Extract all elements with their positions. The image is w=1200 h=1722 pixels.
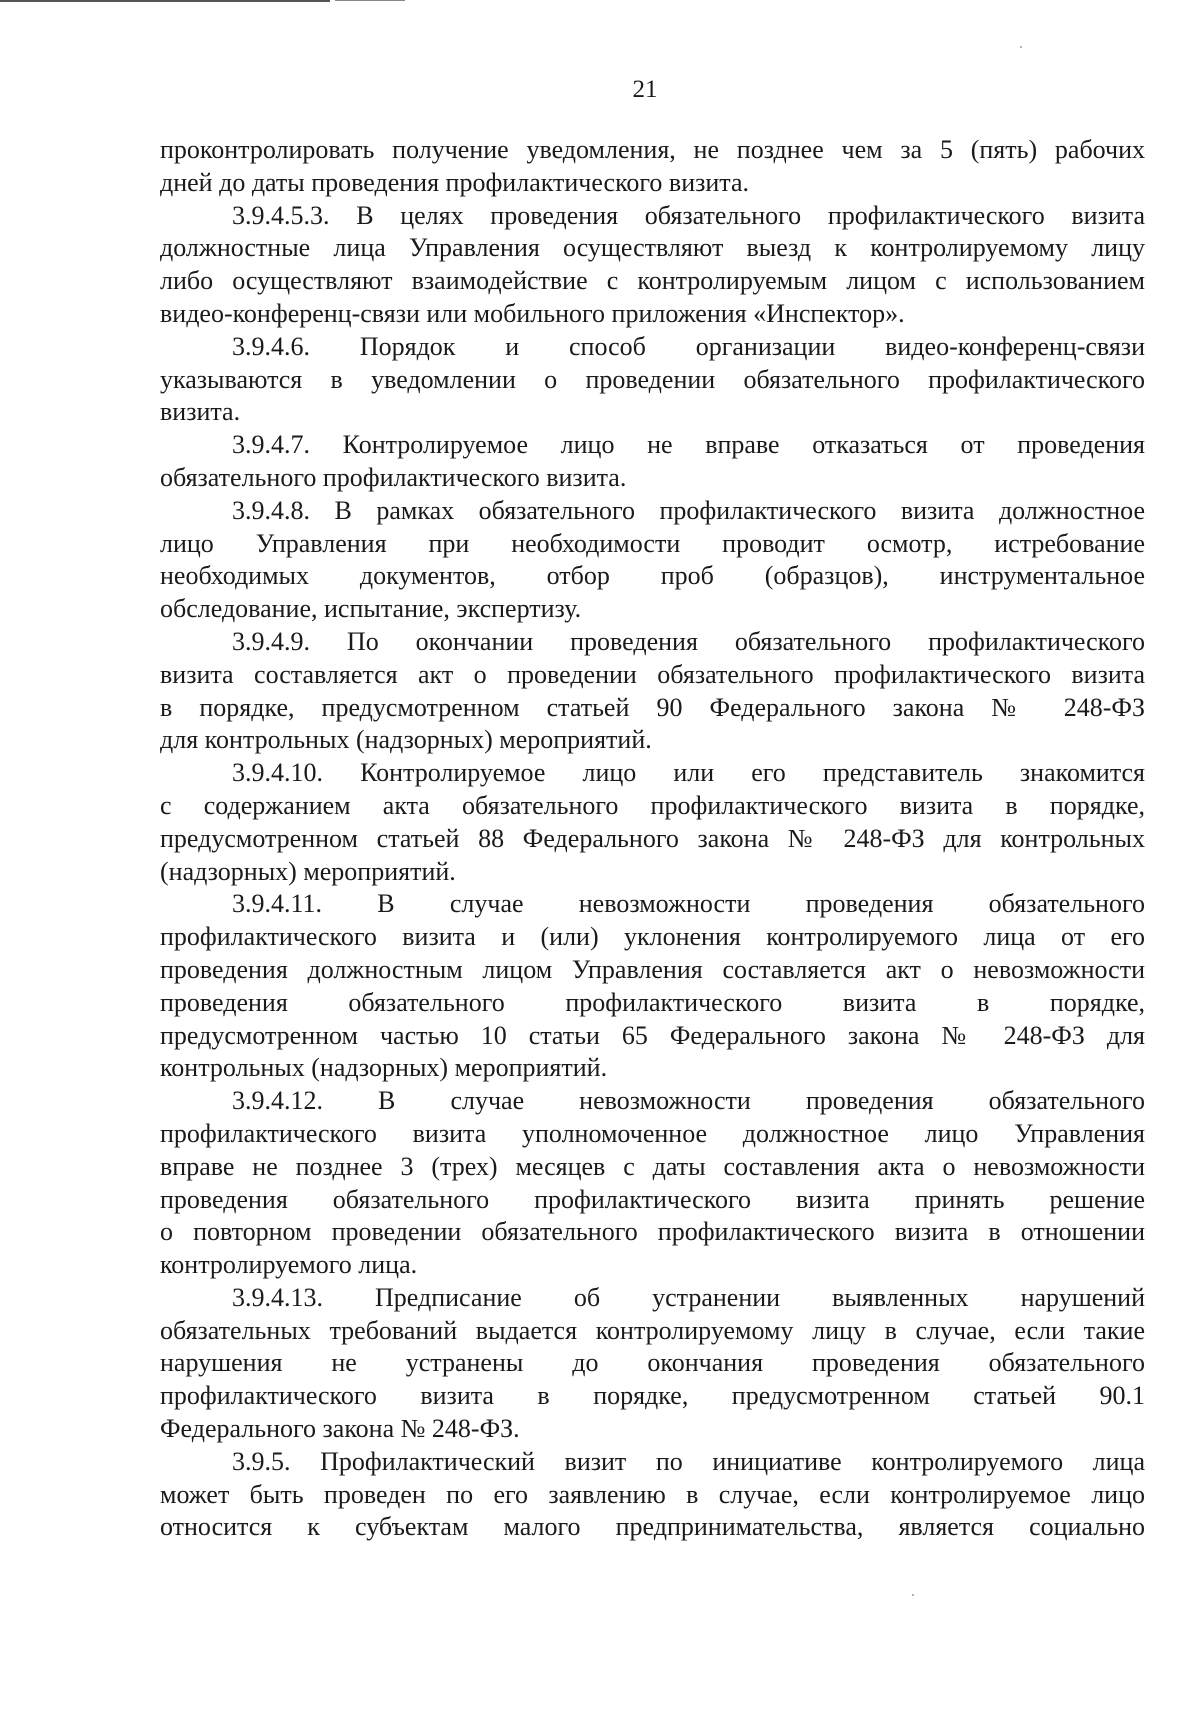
scan-edge-line xyxy=(335,0,405,1)
text-line: обследование, испытание, экспертизу. xyxy=(160,594,582,624)
text-line: проведения обязательного профилактического визита принять решение xyxy=(160,1184,1145,1214)
text-line: 3.9.4.9. По окончании проведения обязательного профилактического xyxy=(232,626,1145,656)
paragraph-3-9-4-6 xyxy=(160,331,1145,429)
text-line: профилактического визита в порядке, предусмотренном статьей 90.1 xyxy=(160,1381,1145,1411)
paragraph-3-9-4-11 xyxy=(160,888,1145,1085)
text-line: (надзорных) мероприятий. xyxy=(160,856,456,886)
text-line: в порядке, предусмотренном статьей 90 Федерального закона № 248-ФЗ xyxy=(160,692,1145,722)
paragraph-3-9-4-8 xyxy=(160,495,1145,626)
text-line: проконтролировать получение уведомления, не позднее чем за 5 (пять) рабочих xyxy=(160,135,1145,164)
text-line: 3.9.4.7. Контролируемое лицо не вправе отказаться от проведения xyxy=(232,430,1145,460)
text-line: контролируемого лица. xyxy=(160,1250,418,1280)
text-line: 3.9.4.13. Предписание об устранении выявленных нарушений xyxy=(232,1282,1145,1312)
text-line: предусмотренном статьей 88 Федерального закона № 248-ФЗ для контрольных xyxy=(160,823,1145,853)
paragraph xyxy=(160,134,1145,200)
text-line: необходимых документов, отбор проб (образцов), инструментальное xyxy=(160,561,1145,591)
text-line: 3.9.4.8. В рамках обязательного профилактического визита должностное xyxy=(232,495,1145,525)
text-line: либо осуществляют взаимодействие с контролируемым лицом с использованием xyxy=(160,266,1145,296)
text-line: дней до даты проведения профилактического визита. xyxy=(160,167,750,197)
text-line: 3.9.4.6. Порядок и способ организации видео-конференц-связи xyxy=(232,331,1145,361)
paragraph-3-9-4-7 xyxy=(160,429,1145,495)
text-line: визита. xyxy=(160,397,241,427)
text-line: обязательного профилактического визита. xyxy=(160,462,627,492)
paragraph-3-9-4-12 xyxy=(160,1085,1145,1282)
text-line: с содержанием акта обязательного профилактического визита в порядке, xyxy=(160,790,1145,820)
text-line: для контрольных (надзорных) мероприятий. xyxy=(160,725,652,755)
text-line: о повторном проведении обязательного профилактического визита в отношении xyxy=(160,1217,1145,1247)
text-line: визита составляется акт о проведении обязательного профилактического визита xyxy=(160,659,1145,689)
text-line: видео-конференц-связи или мобильного приложения «Инспектор». xyxy=(160,298,905,328)
scan-speck xyxy=(1020,46,1022,48)
text-line: 3.9.4.11. В случае невозможности проведения обязательного xyxy=(232,889,1145,919)
text-line: лицо Управления при необходимости проводит осмотр, истребование xyxy=(160,528,1145,558)
page-number: 21 xyxy=(632,76,658,103)
text-line: контрольных (надзорных) мероприятий. xyxy=(160,1053,608,1083)
paragraph-3-9-4-5-3 xyxy=(160,200,1145,331)
text-line: проведения обязательного профилактического визита в порядке, xyxy=(160,987,1145,1017)
paragraph-3-9-4-13 xyxy=(160,1282,1145,1446)
text-line: может быть проведен по его заявлению в случае, если контролируемое лицо xyxy=(160,1479,1145,1509)
text-line: указываются в уведомлении о проведении обязательного профилактического xyxy=(160,364,1145,394)
text-line: вправе не позднее 3 (трех) месяцев с даты составления акта о невозможности xyxy=(160,1151,1145,1181)
text-line: профилактического визита уполномоченное должностное лицо Управления xyxy=(160,1118,1145,1148)
text-line: 3.9.5. Профилактический визит по инициативе контролируемого лица xyxy=(232,1446,1145,1476)
text-line: 3.9.4.5.3. В целях проведения обязательного профилактического визита xyxy=(232,200,1145,230)
paragraph-3-9-4-10 xyxy=(160,757,1145,888)
text-line: относится к субъектам малого предпринимательства, является социально xyxy=(160,1512,1145,1542)
paragraph-3-9-5 xyxy=(160,1446,1145,1544)
text-line: 3.9.4.10. Контролируемое лицо или его представитель знакомится xyxy=(232,758,1145,788)
text-line: предусмотренном частью 10 статьи 65 Федерального закона № 248-ФЗ для xyxy=(160,1020,1145,1050)
text-line: профилактического визита и (или) уклонения контролируемого лица от его xyxy=(160,922,1145,952)
text-line: обязательных требований выдается контролируемому лицу в случае, если такие xyxy=(160,1315,1145,1345)
text-line: 3.9.4.12. В случае невозможности проведения обязательного xyxy=(232,1086,1145,1116)
text-line: проведения должностным лицом Управления составляется акт о невозможности xyxy=(160,954,1145,984)
text-line: Федерального закона № 248-ФЗ. xyxy=(160,1414,520,1444)
paragraph-3-9-4-9 xyxy=(160,626,1145,757)
text-line: нарушения не устранены до окончания проведения обязательного xyxy=(160,1348,1145,1378)
scan-speck xyxy=(912,1594,914,1596)
scan-edge-line xyxy=(0,0,330,2)
document-body xyxy=(160,134,1145,1544)
text-line: должностные лица Управления осуществляют выезд к контролируемому лицу xyxy=(160,233,1145,263)
